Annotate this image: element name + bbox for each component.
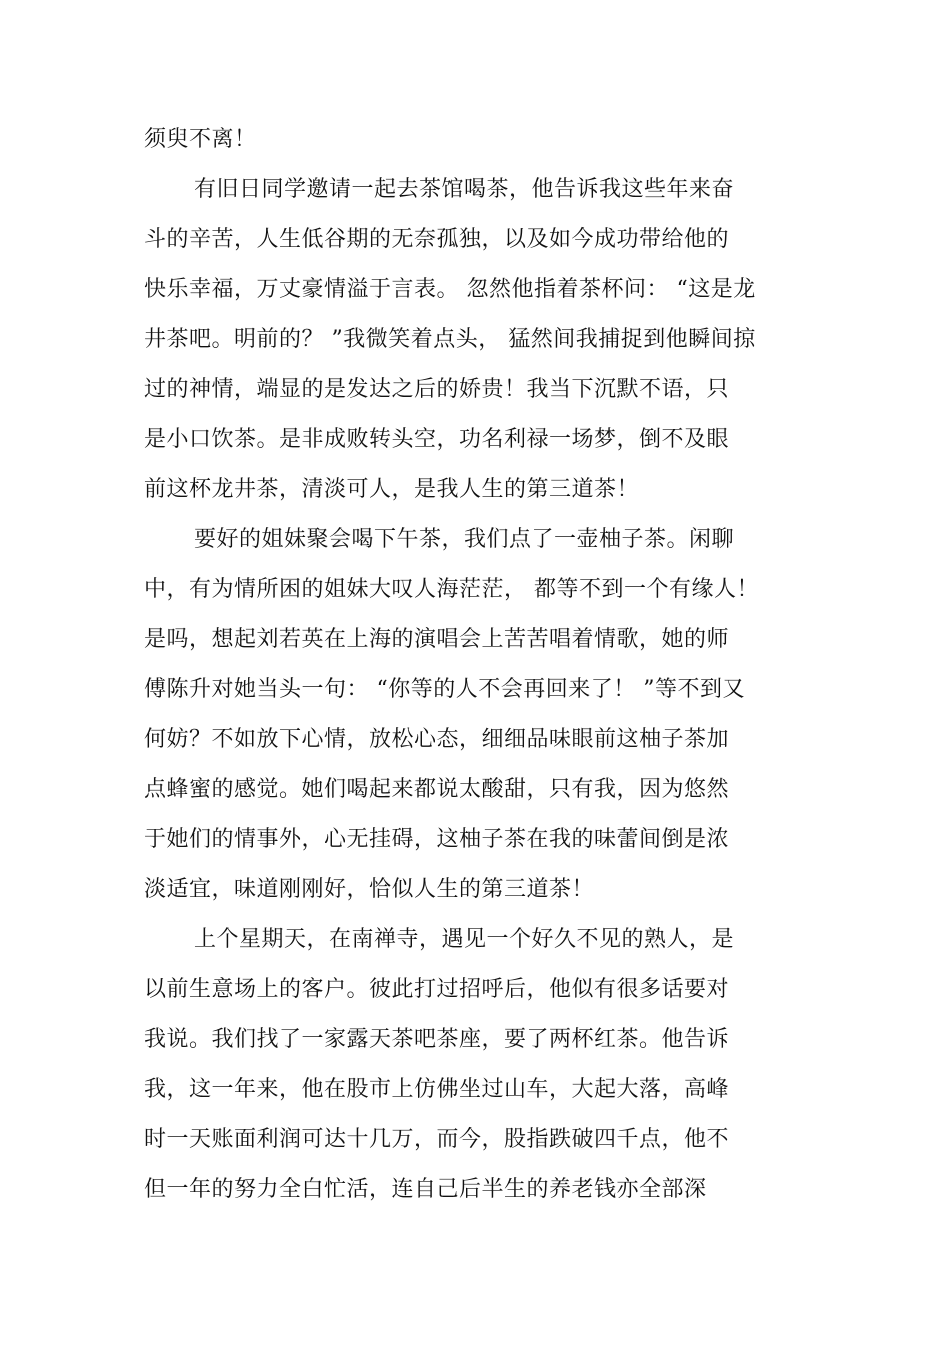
text-line: 中，有为情所困的姐妹大叹人海茫茫， 都等不到一个有缘人！ (144, 577, 759, 602)
text-line: 是吗，想起刘若英在上海的演唱会上苦苦唱着情歌，她的师 (144, 627, 730, 652)
text-line: 淡适宜，味道刚刚好，恰似人生的第三道茶！ (144, 877, 595, 902)
text-line: 须臾不离！ (144, 127, 257, 152)
text-line: 我说。我们找了一家露天茶吧茶座，要了两杯红茶。他告诉 (144, 1027, 730, 1052)
text-line: 时一天账面利润可达十几万，而今，股指跌破四千点，他不 (144, 1127, 730, 1152)
text-line: 快乐幸福，万丈豪情溢于言表。 忽然他指着茶杯问： “这是龙 (144, 277, 756, 302)
text-line: 于她们的情事外，心无挂碍，这柚子茶在我的味蕾间倒是浓 (144, 827, 730, 852)
text-line: 傅陈升对她当头一句： “你等的人不会再回来了！ ”等不到又 (144, 677, 745, 702)
text-line: 前这杯龙井茶，清淡可人，是我人生的第三道茶！ (144, 477, 640, 502)
text-line: 点蜂蜜的感觉。她们喝起来都说太酸甜，只有我，因为悠然 (144, 777, 730, 802)
text-line: 是小口饮茶。是非成败转头空，功名利禄一场梦，倒不及眼 (144, 427, 730, 452)
text-line: 何妨？不如放下心情，放松心态，细细品味眼前这柚子茶加 (144, 727, 730, 752)
text-line: 以前生意场上的客户。彼此打过招呼后，他似有很多话要对 (144, 977, 730, 1002)
text-line: 井茶吧。明前的？ ”我微笑着点头， 猛然间我捕捉到他瞬间掠 (144, 327, 756, 352)
text-line: 斗的辛苦，人生低谷期的无奈孤独，以及如今成功带给他的 (144, 227, 730, 252)
text-line: 过的神情，端显的是发达之后的娇贵！我当下沉默不语，只 (144, 377, 730, 402)
paragraph-first-line: 上个星期天，在南禅寺，遇见一个好久不见的熟人，是 (194, 927, 735, 952)
document-body (144, 121, 824, 1221)
paragraph-first-line: 要好的姐妹聚会喝下午茶，我们点了一壶柚子茶。闲聊 (194, 527, 735, 552)
text-line: 但一年的努力全白忙活，连自己后半生的养老钱亦全部深 (144, 1177, 707, 1202)
text-line: 我，这一年来，他在股市上仿佛坐过山车，大起大落，高峰 (144, 1077, 730, 1102)
paragraph-first-line: 有旧日同学邀请一起去茶馆喝茶，他告诉我这些年来奋 (194, 177, 735, 202)
